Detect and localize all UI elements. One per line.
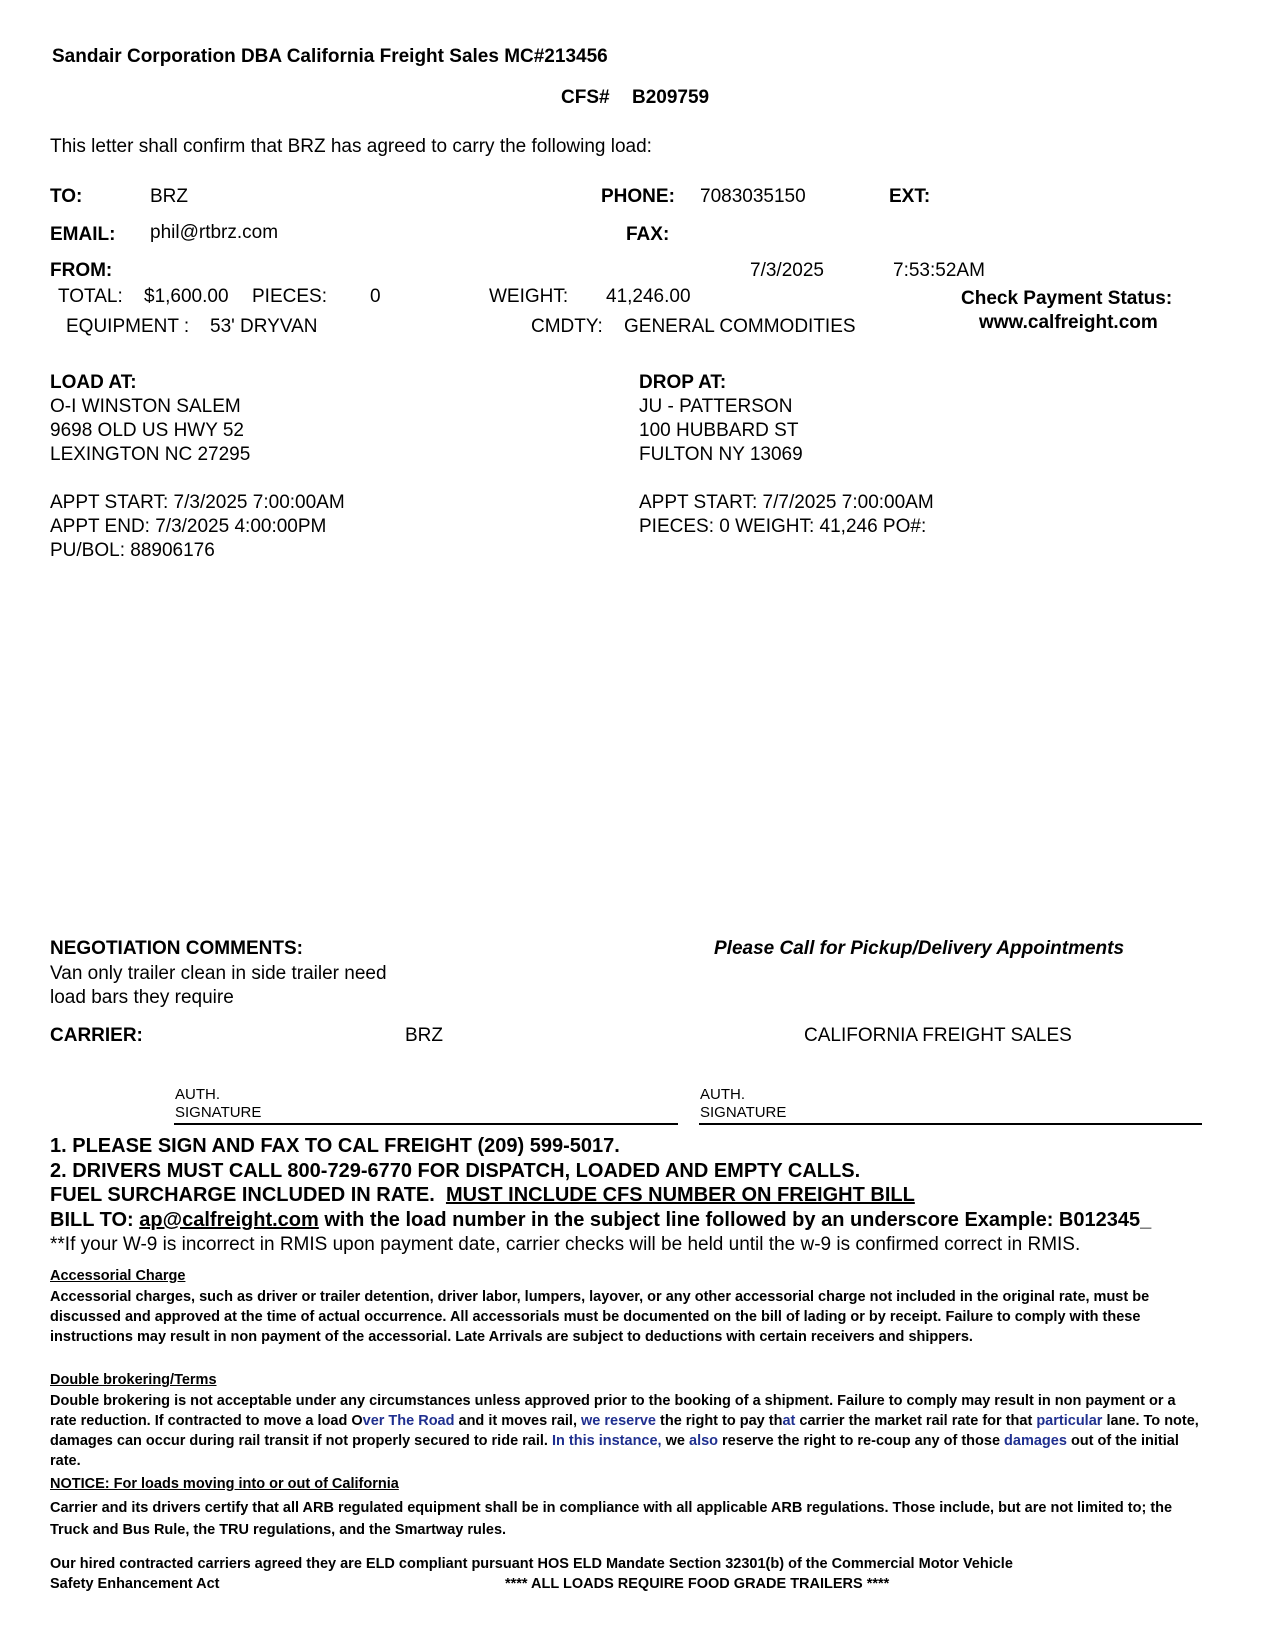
drop-pieces-weight: PIECES: 0 WEIGHT: 41,246 PO#: <box>639 516 927 537</box>
broker-signature-line[interactable] <box>699 1123 1202 1125</box>
weight-label: WEIGHT: <box>489 286 569 307</box>
broker-auth-label: AUTH. <box>700 1086 745 1103</box>
drop-at-name: JU - PATTERSON <box>639 396 793 417</box>
double-brokering-heading: Double brokering/Terms <box>50 1372 217 1388</box>
food-grade-note: **** ALL LOADS REQUIRE FOOD GRADE TRAILERS **** <box>505 1576 890 1592</box>
cfs-number-requirement: MUST INCLUDE CFS NUMBER ON FREIGHT BILL <box>445 1184 915 1206</box>
db-text-6: at <box>782 1413 796 1429</box>
cfs-label: CFS# <box>561 87 610 108</box>
accessorial-text: Accessorial charges, such as driver or trailer detention, driver labor, lumpers, layover, or any other accessorial charge not included in the original rate, must be discussed and approved at the time of actual occurrence. All accessorials must be documented on the bill of lading or by receipt. Failure to comply with these instructions may result in non payment of the accessorial. Late Arrivals are subject to deductions with certain receivers and shippers. <box>50 1289 1150 1345</box>
db-text-8: particular <box>1036 1413 1103 1429</box>
from-label: FROM: <box>50 260 113 281</box>
carrier-signature-line[interactable] <box>174 1123 678 1125</box>
load-pu-bol: PU/BOL: 88906176 <box>50 540 215 561</box>
equipment-value: 53' DRYVAN <box>210 316 318 337</box>
eld-text-2: Safety Enhancement Act <box>50 1576 220 1592</box>
bill-to-rest: with the load number in the subject line followed by an underscore Example: B012345_ <box>318 1209 1152 1231</box>
accessorial-heading: Accessorial Charge <box>50 1268 186 1284</box>
double-brokering-text <box>50 1391 1200 1471</box>
total-value: $1,600.00 <box>144 286 229 307</box>
bill-to-email[interactable]: ap@calfreight.com <box>139 1209 319 1231</box>
to-label: TO: <box>50 186 83 207</box>
instruction-2: 2. DRIVERS MUST CALL 800-729-6770 FOR DISPATCH, LOADED AND EMPTY CALLS. <box>50 1160 861 1182</box>
db-text-9: lane. To note, damages can occur during rail transit if not properly secured to ride rail. <box>50 1413 1199 1449</box>
eld-text: Our hired contracted carriers agreed they are ELD compliant pursuant HOS ELD Mandate Section 32301(b) of the Commercial Motor Vehicle <box>50 1556 1013 1572</box>
payment-status-label: Check Payment Status: <box>961 288 1173 309</box>
db-text-4: we reserve <box>581 1413 656 1429</box>
db-text-13: reserve the right to re-coup any of those <box>718 1433 1005 1449</box>
phone-value: 7083035150 <box>700 186 806 207</box>
db-text-1: Double brokering is not acceptable under any circumstances unless approved prior to the booking of a shipment. Failure to comply may result in non payment or a rate reduction. If contracted to move a load O <box>50 1393 1176 1429</box>
carrier-label: CARRIER: <box>50 1025 143 1046</box>
intro-text: This letter shall confirm that BRZ has agreed to carry the following load: <box>50 136 652 157</box>
db-text-7: carrier the market rail rate for that <box>795 1413 1037 1429</box>
load-at-label: LOAD AT: <box>50 372 137 393</box>
time-value: 7:53:52AM <box>893 260 985 281</box>
db-text-5: the right to pay th <box>655 1413 783 1429</box>
ext-label: EXT: <box>889 186 931 207</box>
equipment-label: EQUIPMENT : <box>66 316 190 337</box>
drop-at-street: 100 HUBBARD ST <box>639 420 799 441</box>
db-text-2: ver The Road <box>362 1413 455 1429</box>
db-text-10: In this instance, <box>552 1433 662 1449</box>
email-value: phil@rtbrz.com <box>150 222 279 243</box>
fax-label: FAX: <box>626 224 670 245</box>
email-label: EMAIL: <box>50 224 116 245</box>
pieces-value: 0 <box>370 286 381 307</box>
cmdty-label: CMDTY: <box>531 316 603 337</box>
load-at-city: LEXINGTON NC 27295 <box>50 444 251 465</box>
cmdty-value: GENERAL COMMODITIES <box>624 316 856 337</box>
db-text-12: also <box>689 1433 719 1449</box>
company-title: Sandair Corporation DBA California Freight Sales MC#213456 <box>52 46 608 67</box>
load-at-name: O-I WINSTON SALEM <box>50 396 241 417</box>
carrier-name: BRZ <box>405 1025 443 1046</box>
drop-at-label: DROP AT: <box>639 372 727 393</box>
phone-label: PHONE: <box>601 186 675 207</box>
to-value: BRZ <box>150 186 188 207</box>
bill-to-line <box>50 1209 1151 1232</box>
drop-appt-start: APPT START: 7/7/2025 7:00:00AM <box>639 492 934 513</box>
fuel-surcharge-line <box>50 1184 915 1207</box>
drop-at-city: FULTON NY 13069 <box>639 444 803 465</box>
db-text-3: and it moves rail, <box>454 1413 581 1429</box>
weight-value: 41,246.00 <box>606 286 691 307</box>
negotiation-line-1: Van only trailer clean in side trailer need <box>50 963 387 984</box>
carrier-signature-label: SIGNATURE <box>175 1104 262 1121</box>
load-at-street: 9698 OLD US HWY 52 <box>50 420 244 441</box>
total-label: TOTAL: <box>58 286 123 307</box>
carrier-auth-label: AUTH. <box>175 1086 220 1103</box>
bill-to-label: BILL TO: <box>50 1209 134 1231</box>
load-appt-start: APPT START: 7/3/2025 7:00:00AM <box>50 492 345 513</box>
broker-signature-label: SIGNATURE <box>700 1104 787 1121</box>
date-value: 7/3/2025 <box>750 260 824 281</box>
db-text-15: out of the initial rate. <box>50 1433 1179 1469</box>
cfs-number: B209759 <box>632 87 710 108</box>
broker-name: CALIFORNIA FREIGHT SALES <box>804 1025 1072 1046</box>
california-notice-text: Carrier and its drivers certify that all ARB regulated equipment shall be in compliance with all applicable ARB regulations. Those include, but are not limited to; the Truck and Bus Rule, the TRU regulations, and the Smartway rules. <box>50 1500 1173 1538</box>
california-notice-heading: NOTICE: For loads moving into or out of California <box>50 1476 399 1492</box>
negotiation-label: NEGOTIATION COMMENTS: <box>50 938 303 959</box>
load-appt-end: APPT END: 7/3/2025 4:00:00PM <box>50 516 327 537</box>
call-note: Please Call for Pickup/Delivery Appointments <box>714 938 1125 959</box>
payment-status-url[interactable]: www.calfreight.com <box>979 312 1158 333</box>
instruction-1: 1. PLEASE SIGN AND FAX TO CAL FREIGHT (209) 599-5017. <box>50 1135 620 1157</box>
pieces-label: PIECES: <box>252 286 327 307</box>
db-text-11: we <box>661 1433 689 1449</box>
w9-note: **If your W-9 is incorrect in RMIS upon payment date, carrier checks will be held until the w-9 is confirmed correct in RMIS. <box>50 1234 1081 1255</box>
negotiation-line-2: load bars they require <box>50 987 234 1008</box>
db-text-14: damages <box>1004 1433 1067 1449</box>
fuel-surcharge-text: FUEL SURCHARGE INCLUDED IN RATE. <box>50 1184 435 1206</box>
